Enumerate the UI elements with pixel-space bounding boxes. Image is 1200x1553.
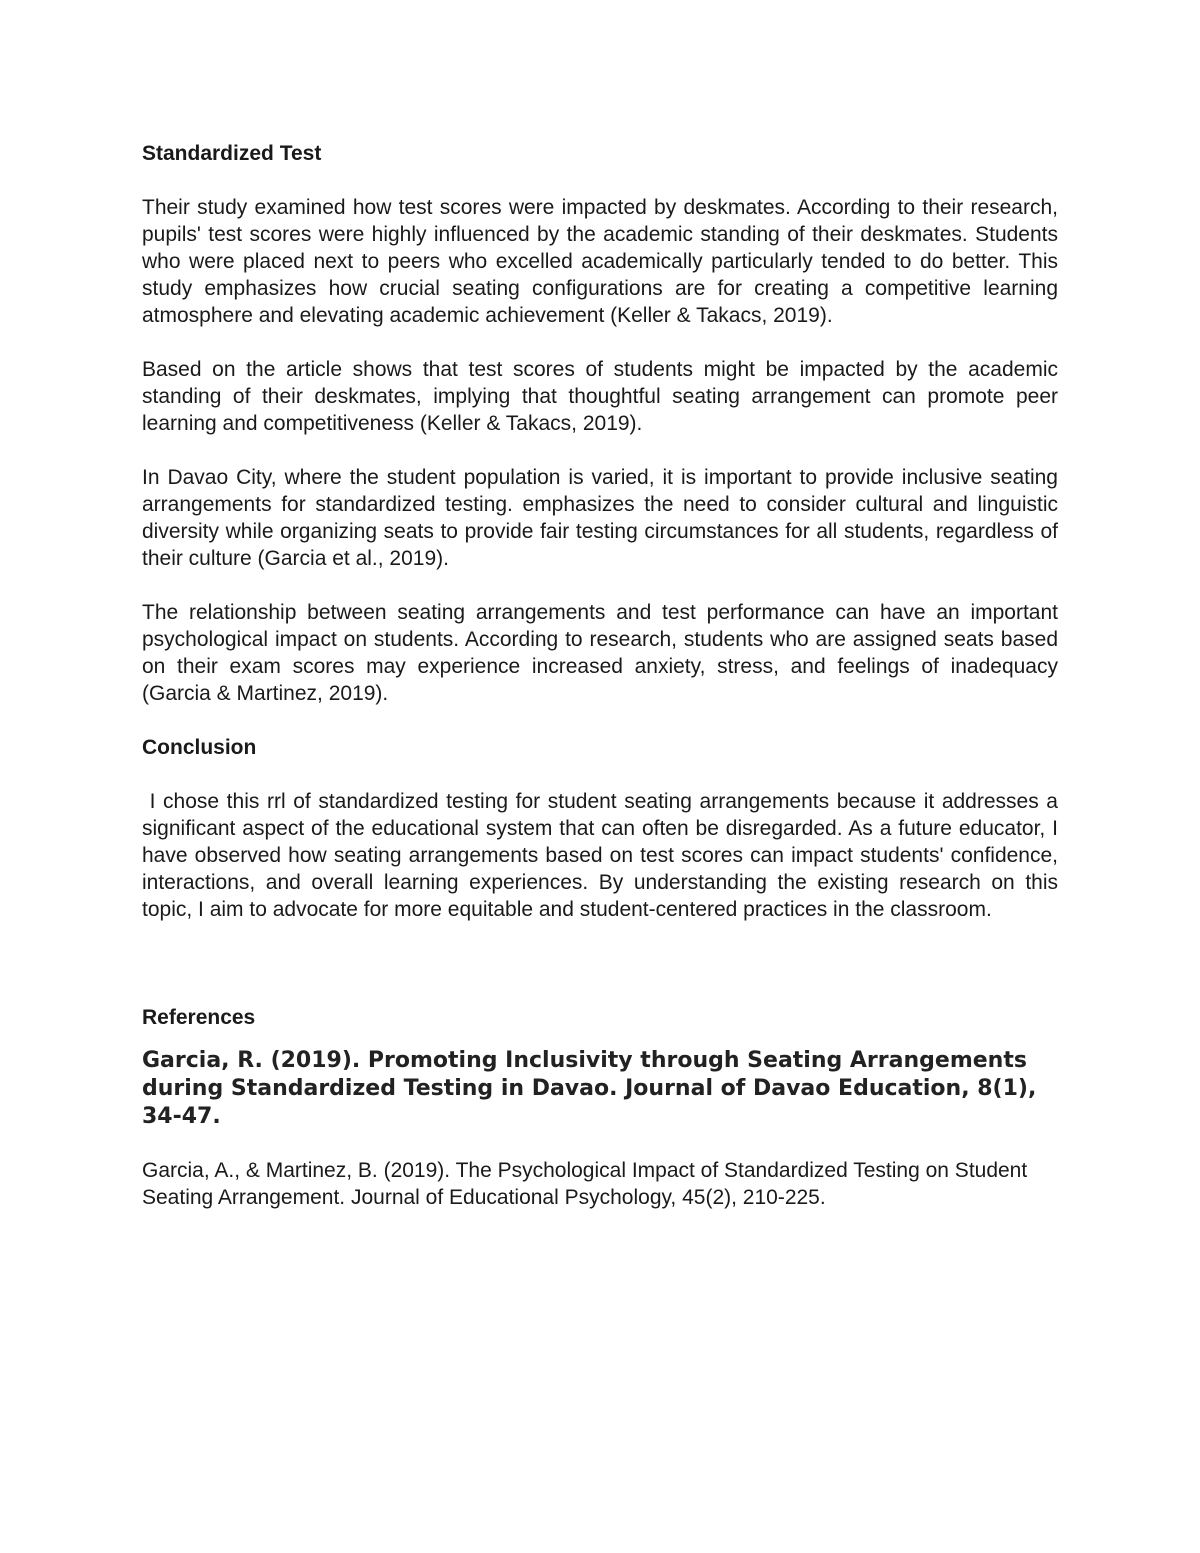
body-paragraph: Their study examined how test scores were impacted by deskmates. According to their research, pupils' test scores were highly influenced by the academic standing of their deskmates. Students who were placed next to peers who excelled academically particularly tended to do better. This study emphasizes how crucial seating configurations are for creating a competitive learning atmosphere and elevating academic achievement (Keller & Takacs, 2019). <box>142 196 1058 327</box>
spacer <box>142 437 1058 464</box>
body-paragraph: In Davao City, where the student population is varied, it is important to provide inclusive seating arrangements for standardized testing. emphasizes the need to consider cultural and linguistic diversity while organizing seats to provide fair testing circumstances for all students, regardless of their culture (Garcia et al., 2019). <box>142 466 1058 570</box>
spacer <box>142 923 1058 1004</box>
document-page <box>142 140 1064 1211</box>
conclusion-paragraph: I chose this rrl of standardized testing for student seating arrangements because it addresses a significant aspect of the educational system that can often be disregarded. As a future educator, I have observed how seating arrangements based on test scores can impact students' confidence, interactions, and overall learning experiences. By understanding the existing research on this topic, I aim to advocate for more equitable and student-centered practices in the classroom. <box>142 790 1064 921</box>
reference-entry: Garcia, R. (2019). Promoting Inclusivity through Seating Arrangements during Standardized Testing in Davao. Journal of Davao Education, 8(1), 34-47. <box>142 1048 1037 1129</box>
section-heading-conclusion: Conclusion <box>142 736 257 759</box>
section-heading-references: References <box>142 1006 256 1029</box>
spacer <box>142 329 1058 356</box>
spacer <box>142 1131 1058 1157</box>
spacer <box>142 707 1058 734</box>
spacer <box>142 572 1058 599</box>
body-paragraph: Based on the article shows that test scores of students might be impacted by the academic standing of their deskmates, implying that thoughtful seating arrangement can promote peer learning and competitiveness (Keller & Takacs, 2019). <box>142 358 1058 435</box>
spacer <box>142 1031 1058 1047</box>
spacer <box>142 761 1058 788</box>
spacer <box>142 167 1058 194</box>
section-heading-standardized-test: Standardized Test <box>142 142 322 165</box>
reference-entry: Garcia, A., & Martinez, B. (2019). The Psychological Impact of Standardized Testing on Student Seating Arrangement. Journal of Educational Psychology, 45(2), 210-225. <box>142 1159 1028 1209</box>
body-paragraph: The relationship between seating arrangements and test performance can have an important psychological impact on students. According to research, students who are assigned seats based on their exam scores may experience increased anxiety, stress, and feelings of inadequacy (Garcia & Martinez, 2019). <box>142 601 1058 705</box>
